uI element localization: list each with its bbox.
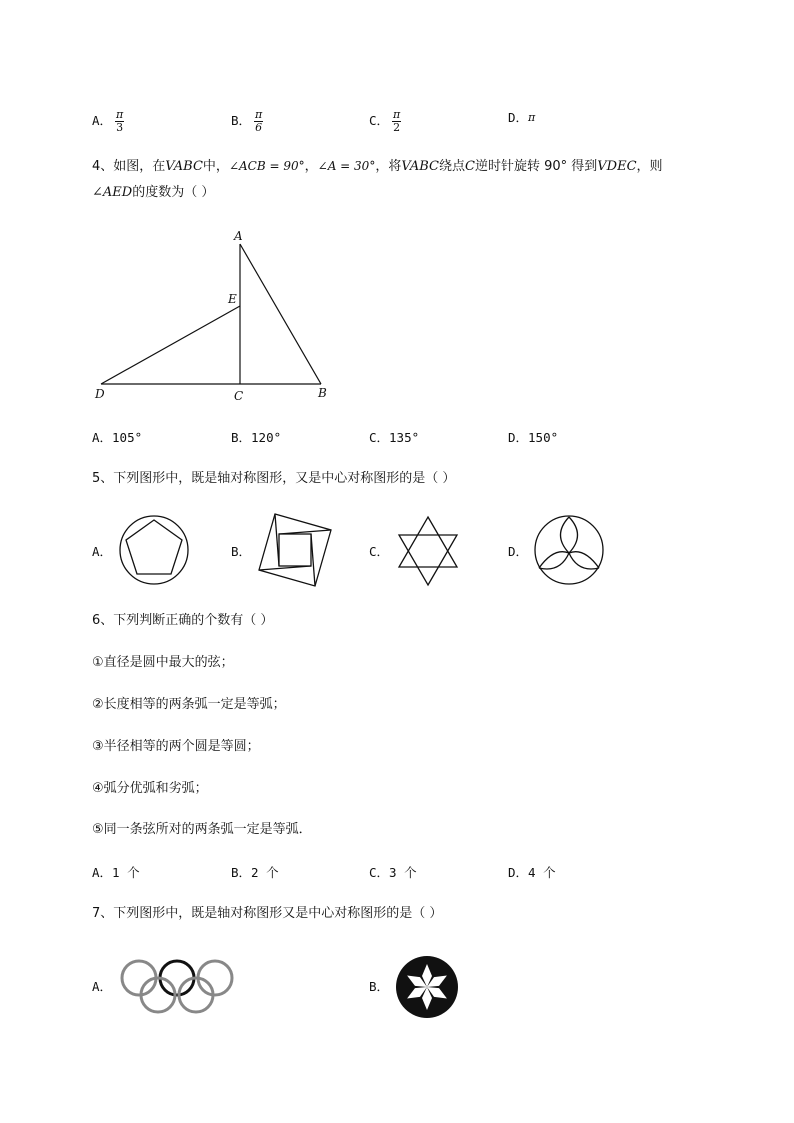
q3-option-d: D．π xyxy=(508,110,536,125)
q5-label-b: B． xyxy=(231,544,252,559)
q4-stem-line2: ∠AED的度数为（ ） xyxy=(92,185,215,200)
label-point-c: C xyxy=(234,389,244,403)
trefoil-circle-figure xyxy=(532,513,606,587)
q5-label-c: C． xyxy=(369,544,390,559)
label-point-d: D xyxy=(95,387,105,401)
q6-option-d: D．4 个 xyxy=(508,865,556,880)
label-point-a: A xyxy=(234,229,243,243)
fraction-pi-6: $\frac{\pi}{6}$ xyxy=(255,108,263,134)
q5-label-d: D． xyxy=(508,544,529,559)
q5-label-a: A． xyxy=(92,544,113,559)
q6-option-c: C．3 个 xyxy=(369,865,417,880)
snowflake-badge-figure xyxy=(395,955,459,1019)
q4-option-a: A．105° xyxy=(92,430,143,445)
fraction-pi-2: $\frac{\pi}{2}$ xyxy=(393,108,401,134)
olympic-rings-figure xyxy=(118,958,236,1016)
q4-option-d: D．150° xyxy=(508,430,559,445)
q3-option-b: B． $\frac{\pi}{6}$ xyxy=(231,108,263,134)
q7-stem: 7、下列图形中，既是轴对称图形又是中心对称图形的是（ ） xyxy=(92,906,443,921)
q3-option-a: A． $\frac{\pi}{3}$ xyxy=(92,108,124,134)
q5-stem: 5、下列图形中，既是轴对称图形，又是中心对称图形的是（ ） xyxy=(92,471,456,486)
label-point-e: E xyxy=(228,292,237,306)
q4-triangle-figure xyxy=(88,222,338,407)
q4-option-b: B．120° xyxy=(231,430,282,445)
q6-option-a: A．1 个 xyxy=(92,865,140,880)
hexagram-star-figure xyxy=(393,514,463,588)
q6-option-b: B．2 个 xyxy=(231,865,279,880)
circle-pentagon-figure xyxy=(117,513,191,587)
label-point-b: B xyxy=(318,386,327,400)
pinwheel-squares-figure xyxy=(255,510,335,590)
q4-stem-line1: 4、如图，在VABC中，∠ACB = 90°，∠A = 30°，将VABC绕点C逆时针旋转 90° 得到VDEC，则 xyxy=(92,159,663,174)
q7-label-a: A． xyxy=(92,979,113,994)
q6-statement-5: ⑤同一条弦所对的两条弧一定是等弧． xyxy=(92,822,312,837)
q3-option-c: C． $\frac{\pi}{2}$ xyxy=(369,108,401,134)
q6-statement-1: ①直径是圆中最大的弦； xyxy=(92,655,234,670)
q6-stem: 6、下列判断正确的个数有（ ） xyxy=(92,613,274,628)
q6-statement-2: ②长度相等的两条弧一定是等弧； xyxy=(92,697,286,712)
q7-label-b: B． xyxy=(369,979,390,994)
q6-statement-3: ③半径相等的两个圆是等圆； xyxy=(92,739,260,754)
fraction-pi-3: $\frac{\pi}{3}$ xyxy=(116,108,124,134)
q4-option-c: C．135° xyxy=(369,430,420,445)
q6-statement-4: ④弧分优弧和劣弧； xyxy=(92,781,208,796)
